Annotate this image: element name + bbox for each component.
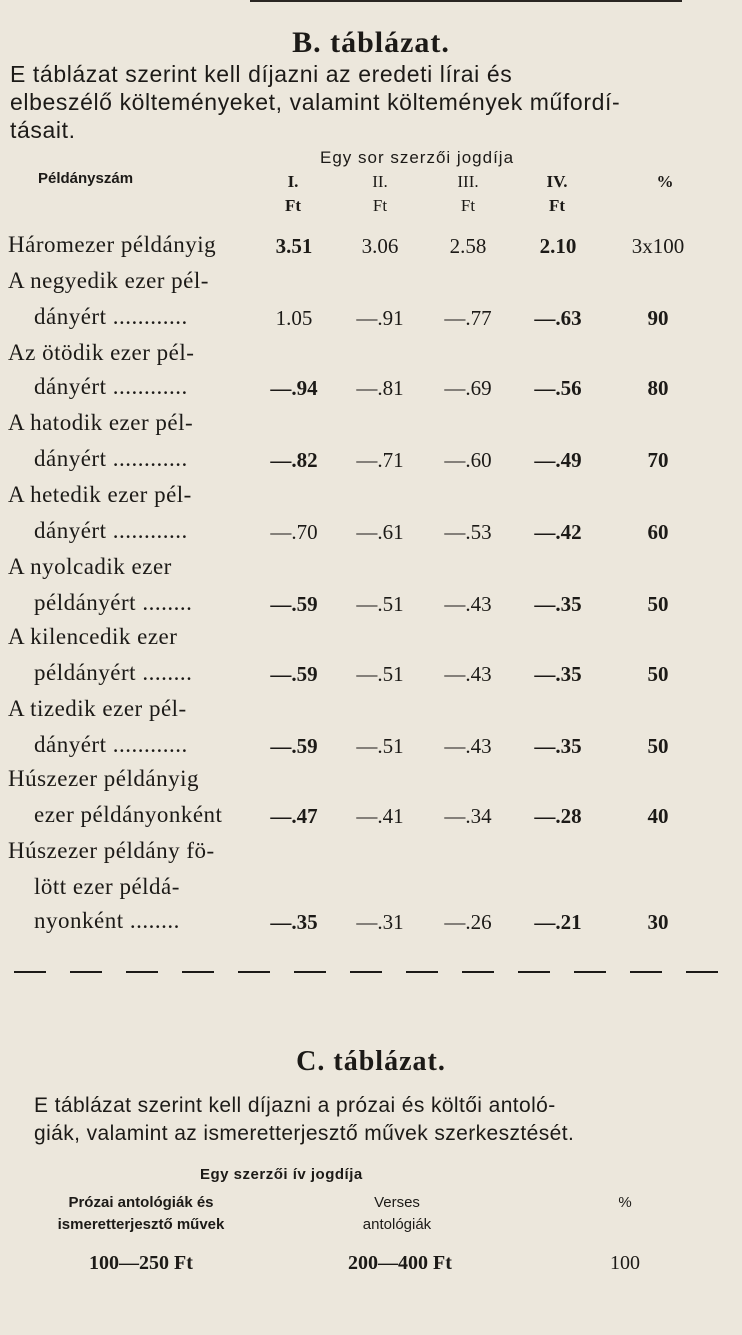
row-label: példányért ........ (34, 590, 193, 615)
cell-i: —.59 (270, 592, 318, 616)
row-label: dányért ............ (34, 304, 188, 329)
cell-ii: —.51 (356, 592, 404, 616)
cell-iii: —.43 (444, 592, 492, 616)
col-unit-i: Ft (284, 196, 302, 215)
row-label: Húszezer példányig (8, 766, 200, 791)
table-c-col3-header: % (618, 1194, 632, 1211)
cell-ii: —.81 (356, 376, 404, 400)
row-label: dányért ............ (34, 446, 188, 471)
header-line: ismeretterjesztő művek (57, 1216, 225, 1233)
cell-percent: 40 (647, 804, 669, 828)
col-unit-ii: Ft (372, 196, 388, 215)
col-header-ii: II. (372, 172, 388, 191)
cell-i: 1.05 (275, 306, 313, 330)
col-unit-iii: Ft (460, 196, 476, 215)
row-label: A negyedik ezer pél- (8, 268, 209, 293)
cell-ii: —.51 (356, 734, 404, 758)
table-b-super-header: Egy sor szerzői jogdíja (320, 148, 515, 167)
cell-i: —.59 (270, 662, 318, 686)
cell-i: —.47 (270, 804, 318, 828)
cell-iv: —.56 (534, 376, 582, 400)
cell-iv: —.35 (534, 592, 582, 616)
row-label: A kilencedik ezer (8, 624, 178, 649)
cell-percent: 3x100 (631, 234, 685, 258)
cell-ii: —.51 (356, 662, 404, 686)
row-label: dányért ............ (34, 732, 188, 757)
cell-ii: —.91 (356, 306, 404, 330)
row-label: lött ezer példá- (34, 874, 180, 899)
cell-i: —.94 (270, 376, 318, 400)
row-label: nyonként ........ (34, 908, 180, 933)
intro-line: E táblázat szerint kell díjazni az eredeti lírai és (10, 61, 513, 87)
row-label: Háromezer példányig (8, 232, 217, 257)
cell-ii: —.71 (356, 448, 404, 472)
cell-i: —.59 (270, 734, 318, 758)
cell-iv: —.35 (534, 734, 582, 758)
table-c-col1-header (26, 1192, 256, 1236)
intro-line: E táblázat szerint kell díjazni a prózai és költői antoló- (34, 1094, 556, 1117)
cell-iv: —.21 (534, 910, 582, 934)
cell-i: —.70 (270, 520, 318, 544)
row-label: ezer példányonként (34, 802, 223, 827)
cell-iv: —.35 (534, 662, 582, 686)
intro-line: giák, valamint az ismeretterjesztő művek szerkesztését. (34, 1122, 575, 1145)
col-unit-iv: Ft (548, 196, 566, 215)
cell-percent: 50 (647, 592, 669, 616)
top-rule (250, 0, 682, 2)
intro-line: elbeszélő költeményeket, valamint költemények műfordí- (10, 89, 621, 115)
row-label: Húszezer példány fö- (8, 838, 215, 863)
table-c-col2-header (322, 1192, 472, 1236)
table-c-value-3: 100 (610, 1252, 640, 1274)
intro-line: tásait. (10, 117, 76, 143)
col-header-i: I. (287, 172, 299, 191)
table-b-title: B. táblázat. (292, 26, 450, 59)
table-c-super-header: Egy szerzői ív jogdíja (200, 1166, 363, 1183)
col-header-percent: % (656, 172, 674, 191)
cell-iii: —.43 (444, 662, 492, 686)
cell-i: —.35 (270, 910, 318, 934)
cell-percent: 50 (647, 734, 669, 758)
row-label: dányért ............ (34, 374, 188, 399)
count-header: Példányszám (38, 170, 134, 187)
header-line: Prózai antológiák és (68, 1194, 214, 1211)
row-label: A nyolcadik ezer (8, 554, 172, 579)
row-label: dányért ............ (34, 518, 188, 543)
cell-iii: —.34 (444, 804, 492, 828)
row-label: példányért ........ (34, 660, 193, 685)
table-c-value-2: 200—400 Ft (348, 1252, 452, 1274)
cell-i: 3.51 (275, 234, 313, 258)
header-line: Verses (374, 1194, 420, 1211)
cell-i: —.82 (270, 448, 318, 472)
cell-percent: 80 (647, 376, 669, 400)
row-label: Az ötödik ezer pél- (8, 340, 195, 365)
row-label: A tizedik ezer pél- (8, 696, 187, 721)
cell-ii: —.61 (356, 520, 404, 544)
cell-percent: 50 (647, 662, 669, 686)
cell-iii: 2.58 (449, 234, 487, 258)
cell-percent: 30 (647, 910, 669, 934)
table-c-value-1: 100—250 Ft (89, 1252, 193, 1274)
col-header-iv: IV. (546, 172, 568, 191)
cell-iv: 2.10 (539, 234, 577, 258)
cell-iv: —.63 (534, 306, 582, 330)
cell-iv: —.49 (534, 448, 582, 472)
col-header-iii: III. (457, 172, 479, 191)
cell-percent: 90 (647, 306, 669, 330)
cell-ii: —.41 (356, 804, 404, 828)
cell-iii: —.69 (444, 376, 492, 400)
row-label: A hatodik ezer pél- (8, 410, 194, 435)
cell-iv: —.28 (534, 804, 582, 828)
dashed-separator (14, 963, 729, 973)
cell-ii: —.31 (356, 910, 404, 934)
row-label: A hetedik ezer pél- (8, 482, 192, 507)
cell-iii: —.26 (444, 910, 492, 934)
cell-percent: 60 (647, 520, 669, 544)
table-c-title: C. táblázat. (296, 1046, 446, 1077)
cell-iii: —.53 (444, 520, 492, 544)
cell-iii: —.43 (444, 734, 492, 758)
table-b-intro (10, 60, 725, 144)
header-line: antológiák (362, 1216, 432, 1233)
cell-ii: 3.06 (361, 234, 399, 258)
cell-iv: —.42 (534, 520, 582, 544)
cell-percent: 70 (647, 448, 669, 472)
cell-iii: —.60 (444, 448, 492, 472)
table-c-intro (34, 1092, 739, 1148)
cell-iii: —.77 (444, 306, 492, 330)
